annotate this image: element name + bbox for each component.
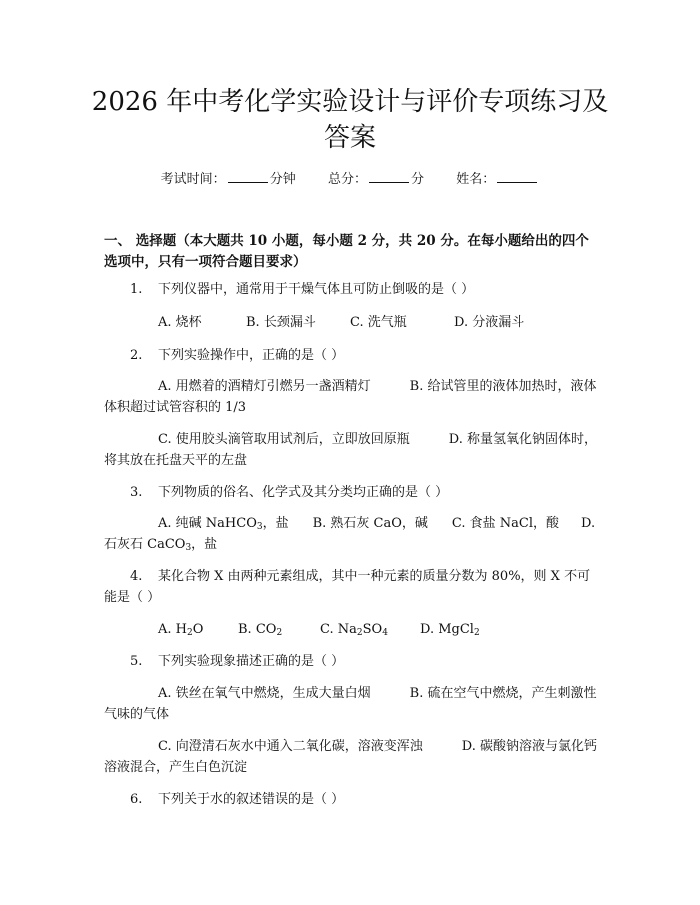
question-stem: 下列关于水的叙述错误的是（ ） bbox=[158, 792, 345, 807]
document-title bbox=[60, 84, 640, 156]
question-number: 3. bbox=[130, 485, 143, 500]
name-label: 姓名： bbox=[456, 172, 496, 187]
question-2 bbox=[104, 345, 600, 366]
time-blank bbox=[228, 170, 268, 183]
exam-info bbox=[0, 170, 700, 189]
question-4-options bbox=[104, 619, 654, 640]
option-d: D. 石灰石 CaCO$_3$，盐 bbox=[104, 516, 596, 553]
question-5-options-ab: A. 铁丝在氧气中燃烧，生成大量白烟 B. 硫在空气中燃烧，产生刺激性气味的气体 bbox=[104, 686, 597, 722]
question-5-options-cd: C. 向澄清石灰水中通入二氧化碳，溶液变浑浊 D. 碳酸钠溶液与氯化钙溶液混合，产生白色沉淀 bbox=[104, 739, 597, 775]
option-c: C. $Na_2SO_4$ bbox=[320, 622, 388, 638]
question-1-options bbox=[104, 312, 654, 333]
question-2-options-ab: A. 用燃着的酒精灯引燃另一盏酒精灯 B. 给试管里的液体加热时，液体体积超过试管容积的 1/3 bbox=[104, 379, 597, 415]
question-number: 1. bbox=[130, 282, 143, 297]
question-number: 5. bbox=[130, 654, 143, 669]
question-stem: 下列仪器中，通常用于干燥气体且可防止倒吸的是（ ） bbox=[158, 282, 475, 297]
question-number: 4. bbox=[130, 569, 143, 584]
option-a: A. $H_2O$ bbox=[158, 622, 204, 638]
score-blank bbox=[369, 170, 409, 183]
question-3-options bbox=[104, 513, 600, 555]
question-3 bbox=[104, 482, 600, 503]
title-line-1: 2026 年中考化学实验设计与评价专项练习及 bbox=[91, 87, 609, 117]
option-d: D. 分液漏斗 bbox=[454, 315, 525, 330]
option-b: B. 长颈漏斗 bbox=[246, 315, 316, 330]
score-label: 总分： bbox=[327, 172, 367, 187]
question-stem: 下列实验现象描述正确的是（ ） bbox=[158, 654, 345, 669]
option-b: B. $CO_2$ bbox=[238, 622, 283, 638]
section-heading: 一、 选择题（本大题共 10 小题，每小题 2 分，共 20 分。在每小题给出的四个选项中，只有一项符合题目要求） bbox=[104, 233, 589, 270]
option-a: A. 纯碱 NaHCO$_3$，盐 bbox=[158, 516, 289, 532]
name-blank bbox=[497, 170, 537, 183]
time-label: 考试时间： bbox=[160, 172, 226, 187]
question-4 bbox=[104, 566, 600, 608]
score-unit: 分 bbox=[411, 172, 425, 187]
question-2-options-cd: C. 使用胶头滴管取用试剂后，立即放回原瓶 D. 称量氢氧化钠固体时，将其放在托盘天平的左盘 bbox=[104, 432, 597, 468]
time-unit: 分钟 bbox=[269, 172, 296, 187]
option-d: D. MgCl$_2$ bbox=[420, 622, 480, 638]
option-c: C. 洗气瓶 bbox=[350, 315, 407, 330]
option-c: C. 食盐 NaCl，酸 bbox=[451, 516, 560, 531]
question-number: 6. bbox=[130, 792, 143, 807]
question-stem: 下列物质的俗名、化学式及其分类均正确的是（ ） bbox=[158, 485, 449, 500]
question-stem: 某化合物 X 由两种元素组成，其中一种元素的质量分数为 80%，则 X 不可能是（ ） bbox=[104, 569, 591, 605]
option-b: B. 熟石灰 CaO，碱 bbox=[312, 516, 428, 531]
question-1 bbox=[104, 279, 600, 300]
question-stem: 下列实验操作中，正确的是（ ） bbox=[158, 348, 345, 363]
question-number: 2. bbox=[130, 348, 143, 363]
option-a: A. 烧杯 bbox=[158, 315, 202, 330]
title-line-2: 答案 bbox=[323, 123, 376, 153]
question-5 bbox=[104, 651, 600, 672]
question-6 bbox=[104, 789, 600, 810]
